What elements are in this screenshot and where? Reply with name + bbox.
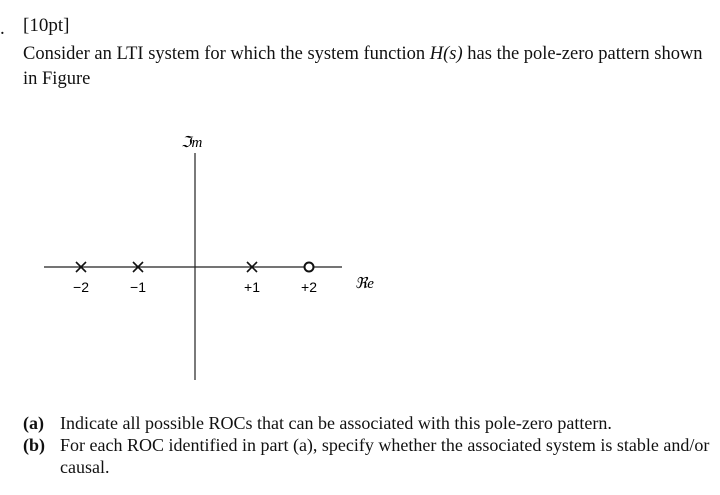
statement-text-start: Consider an LTI system for which the system function bbox=[23, 44, 430, 64]
question-a-text: Indicate all possible ROCs that can be associated with this pole-zero pattern. bbox=[60, 413, 612, 433]
zero-mark-0 bbox=[305, 263, 314, 272]
list-marker: . bbox=[0, 18, 5, 39]
real-axis-label: ℜe bbox=[355, 276, 374, 292]
statement-text-end: has the pole-zero pattern shown in Figure bbox=[23, 44, 703, 89]
imaginary-axis-label: ℑm bbox=[181, 135, 203, 151]
question-b-text: For each ROC identified in part (a), specify whether the associated system is stable and/or causal. bbox=[60, 435, 710, 477]
pole-label-1: −1 bbox=[130, 279, 146, 295]
question-a-label: (a) bbox=[23, 413, 44, 433]
zero-label-0: +2 bbox=[301, 279, 317, 295]
question-b-label: (b) bbox=[23, 435, 45, 455]
problem-points: [10pt] bbox=[23, 15, 70, 36]
system-function-symbol: H(s) bbox=[429, 44, 463, 64]
question-b bbox=[23, 434, 713, 478]
pole-label-2: +1 bbox=[244, 279, 260, 295]
question-a bbox=[23, 412, 713, 434]
question-list bbox=[23, 412, 713, 478]
pole-label-0: −2 bbox=[73, 279, 89, 295]
